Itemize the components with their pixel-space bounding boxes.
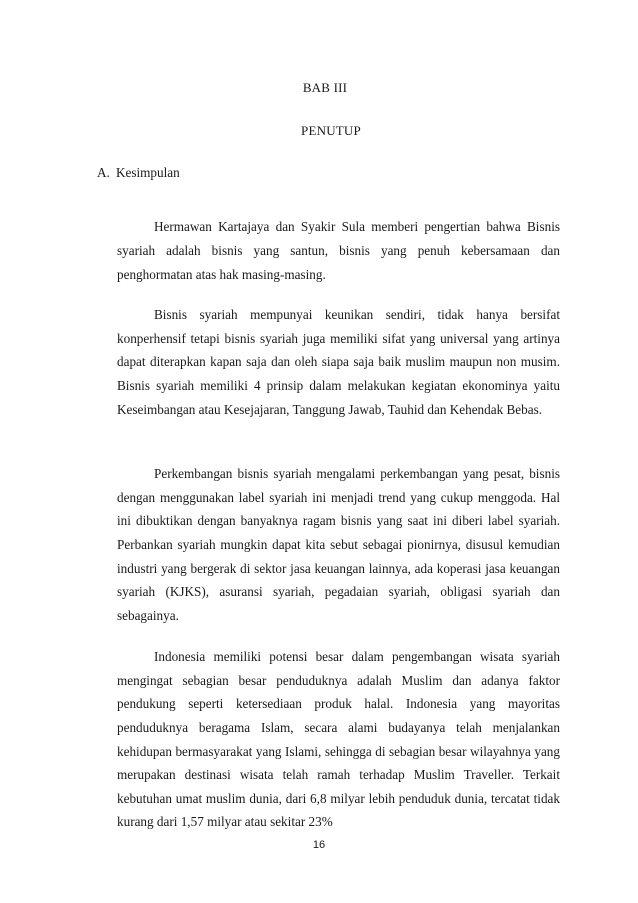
section-title: Kesimpulan (116, 165, 180, 180)
section-marker: A. (97, 165, 110, 180)
chapter-title: PENUTUP (301, 123, 361, 138)
page-number: 16 (312, 839, 326, 851)
paragraph-definition: Hermawan Kartajaya dan Syakir Sula memberi pengertian bahwa Bisnis syariah adalah bisnis yang santun, bisnis yang penuh kebersamaan dan penghormatan atas hak masing-masing. (117, 219, 560, 283)
section-heading (97, 165, 180, 181)
paragraph-development: Perkembangan bisnis syariah mengalami perkembangan yang pesat, bisnis dengan menggunakan label syariah ini menjadi trend yang cukup menggoda. Hal ini dibuktikan dengan banyaknya ragam bisnis yang saat ini diberi label syariah. Perbankan syariah mungkin dapat kita sebut sebagai pionirnya, disusul kemudian industri yang bergerak di sektor jasa keuangan lainnya, ada koperasi jasa keuangan syariah (KJKS), asuransi syariah, pegadaian syariah, obligasi syariah dan sebagainya. (117, 466, 560, 623)
paragraph-indonesia-potential: Indonesia memiliki potensi besar dalam pengembangan wisata syariah mengingat sebagian besar penduduknya adalah Muslim dan adanya faktor pendukung seperti ketersediaan produk halal. Indonesia yang mayoritas penduduknya beragama Islam, secara alami budayanya telah menjalankan kehidupan bermasyarakat yang Islami, sehingga di sebagian besar wilayahnya yang merupakan destinasi wisata telah ramah terhadap Muslim Traveller. Terkait kebutuhan umat muslim dunia, dari 6,8 milyar lebih penduduk dunia, tercatat tidak kurang dari 1,57 milyar atau sekitar 23% (117, 649, 560, 830)
paragraph-uniqueness: Bisnis syariah mempunyai keunikan sendiri, tidak hanya bersifat konperhensif tetapi bisnis syariah juga memiliki sifat yang universal yang artinya dapat diterapkan kapan saja dan oleh siapa saja baik muslim maupun non musim. Bisnis syariah memiliki 4 prinsip dalam melakukan kegiatan ekonominya yaitu Keseimbangan atau Kesejajaran, Tanggung Jawab, Tauhid dan Kehendak Bebas. (117, 307, 560, 417)
chapter-number: BAB III (302, 80, 348, 95)
